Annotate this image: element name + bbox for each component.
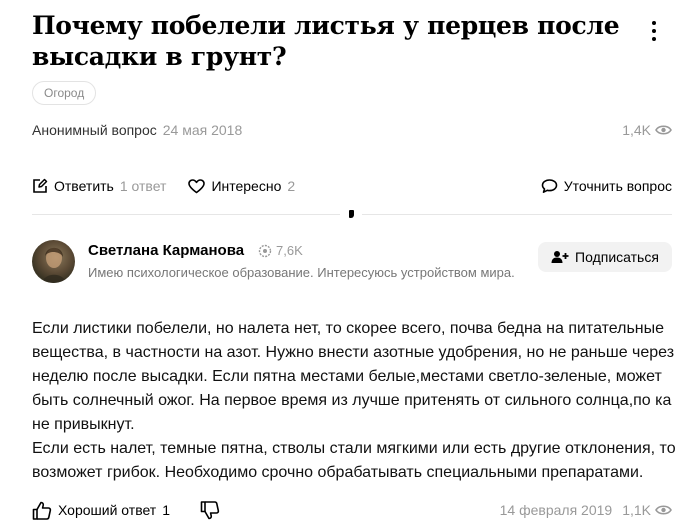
author-rating-value: 7,6K: [276, 243, 303, 258]
answer-button[interactable]: [32, 178, 166, 194]
question-meta: [32, 121, 242, 139]
avatar[interactable]: [32, 240, 75, 283]
question-views: [622, 121, 672, 139]
more-vertical-icon[interactable]: [644, 18, 664, 44]
author-bio: Имею психологическое образование. Интересуюсь устройством мира.: [88, 265, 515, 280]
question-views-count: 1,4K: [622, 122, 651, 138]
subscribe-label: Подписаться: [575, 249, 659, 265]
dislike-button[interactable]: [200, 501, 220, 520]
expert-badge-icon: [258, 244, 272, 258]
heart-icon: [188, 179, 205, 194]
answer-views-count: 1,1K: [622, 502, 651, 518]
refine-question-button[interactable]: [541, 178, 672, 194]
add-user-icon: [551, 250, 569, 264]
thumb-up-icon: [32, 501, 52, 520]
edit-icon: [32, 178, 48, 194]
answer-count: 1 ответ: [119, 178, 167, 194]
interesting-button[interactable]: [188, 178, 295, 194]
refine-question-label: Уточнить вопрос: [563, 178, 672, 194]
author-rating: [258, 243, 303, 259]
answer-label: Ответить: [54, 178, 114, 194]
interesting-label: Интересно: [211, 178, 282, 194]
answer-footer: [32, 499, 672, 521]
eye-icon: [655, 504, 672, 516]
answer-views: [622, 502, 672, 518]
interesting-count: 2: [287, 178, 296, 194]
question-title: Почему побелели листья у перцев после высадки в грунт?: [32, 11, 620, 71]
avatar-image: [32, 240, 75, 283]
answer-paragraph: Если есть налет, темные пятна, стволы стали мягкими или есть другие отклонения, то возможет грибок. Необходимо срочно обрабатывать специальными препаратами.: [32, 440, 676, 481]
answer-author-name[interactable]: Светлана Карманова: [88, 242, 245, 259]
eye-icon: [655, 124, 672, 136]
answer-text: [32, 317, 677, 485]
answer-date: 14 февраля 2019: [499, 502, 613, 518]
topic-tag[interactable]: Огород: [32, 81, 96, 105]
thumb-down-icon: [200, 501, 220, 520]
question-author: Анонимный вопрос: [32, 122, 157, 138]
comment-icon: [541, 178, 558, 194]
collapse-knob-icon: [340, 207, 362, 221]
subscribe-button[interactable]: [538, 242, 672, 272]
good-answer-count: 1: [162, 502, 171, 518]
good-answer-label: Хороший ответ: [58, 502, 157, 518]
good-answer-button[interactable]: [32, 501, 170, 520]
question-actions: [32, 176, 672, 196]
answer-paragraph: Если листики побелели, но налета нет, то скорее всего, почва бедна на питательные вещества, в частности на азот. Нужно внести азотные удобрения, но не раньше через неделю после высадки. Если пятна местами белые,местами светло-зеленые, может быть солнечный ожог. На первое время из лучше притенять от сильного солнца,по ка не привыкнут.: [32, 320, 675, 433]
question-date: 24 мая 2018: [162, 122, 243, 138]
